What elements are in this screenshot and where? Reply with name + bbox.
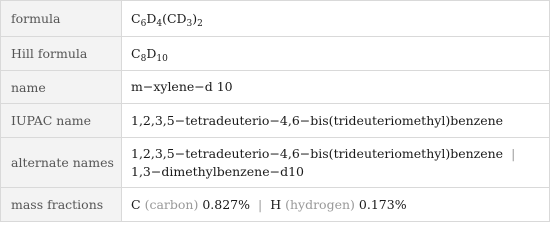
chemical-formula	[131, 10, 549, 28]
formula-subscript: 10	[156, 53, 168, 64]
row-formula	[1, 1, 549, 37]
formula-part: C	[131, 45, 141, 61]
separator: |	[511, 145, 516, 161]
carbon-fraction: 0.827%	[202, 196, 250, 212]
hydrogen-fraction: 0.173%	[358, 196, 407, 212]
row-name	[1, 71, 549, 104]
formula-subscript: 8	[140, 53, 147, 64]
alternate-name-2: 1,3−dimethylbenzene−d10	[131, 163, 304, 179]
mass-fractions-value	[131, 196, 549, 214]
row-iupac-name	[1, 104, 549, 138]
row-label-iupac-name: IUPAC name	[1, 104, 122, 137]
formula-value	[122, 1, 549, 36]
formula-part: )	[192, 10, 198, 26]
row-hill-formula	[1, 37, 549, 71]
formula-part: D	[146, 10, 157, 26]
alternate-name-line-1	[131, 145, 549, 163]
formula-subscript: 2	[197, 18, 203, 29]
name-value-cell	[122, 71, 549, 103]
row-alternate-names	[1, 138, 549, 188]
formula-part: D	[146, 45, 157, 61]
formula-subscript: 4	[156, 18, 163, 29]
hill-formula-value	[122, 37, 549, 70]
hydrogen-symbol: H	[270, 196, 282, 212]
carbon-symbol: C	[131, 196, 141, 212]
carbon-name: (carbon)	[144, 196, 199, 212]
row-label-alternate-names: alternate names	[1, 138, 122, 187]
mass-fractions-cell	[122, 188, 549, 221]
row-label-hill-formula: Hill formula	[1, 37, 122, 70]
hydrogen-name: (hydrogen)	[285, 196, 355, 212]
row-label-formula: formula	[1, 1, 122, 36]
formula-subscript: 3	[186, 18, 193, 29]
alternate-names-cell	[122, 138, 549, 187]
formula-part: (CD	[162, 10, 187, 26]
separator: |	[257, 196, 263, 212]
name-value: m−xylene−d 10	[131, 79, 233, 94]
row-mass-fractions	[1, 188, 549, 221]
formula-subscript: 6	[140, 18, 147, 29]
iupac-value-cell	[122, 104, 549, 137]
hill-formula	[131, 45, 549, 63]
row-label-name: name	[1, 71, 122, 103]
iupac-name-value: 1,2,3,5−tetradeuterio−4,6−bis(trideuteriomethyl)benzene	[131, 112, 504, 128]
alternate-name-1: 1,2,3,5−tetradeuterio−4,6−bis(trideuteriomethyl)benzene	[131, 145, 504, 161]
formula-part: C	[131, 10, 141, 26]
row-label-mass-fractions: mass fractions	[1, 188, 122, 221]
